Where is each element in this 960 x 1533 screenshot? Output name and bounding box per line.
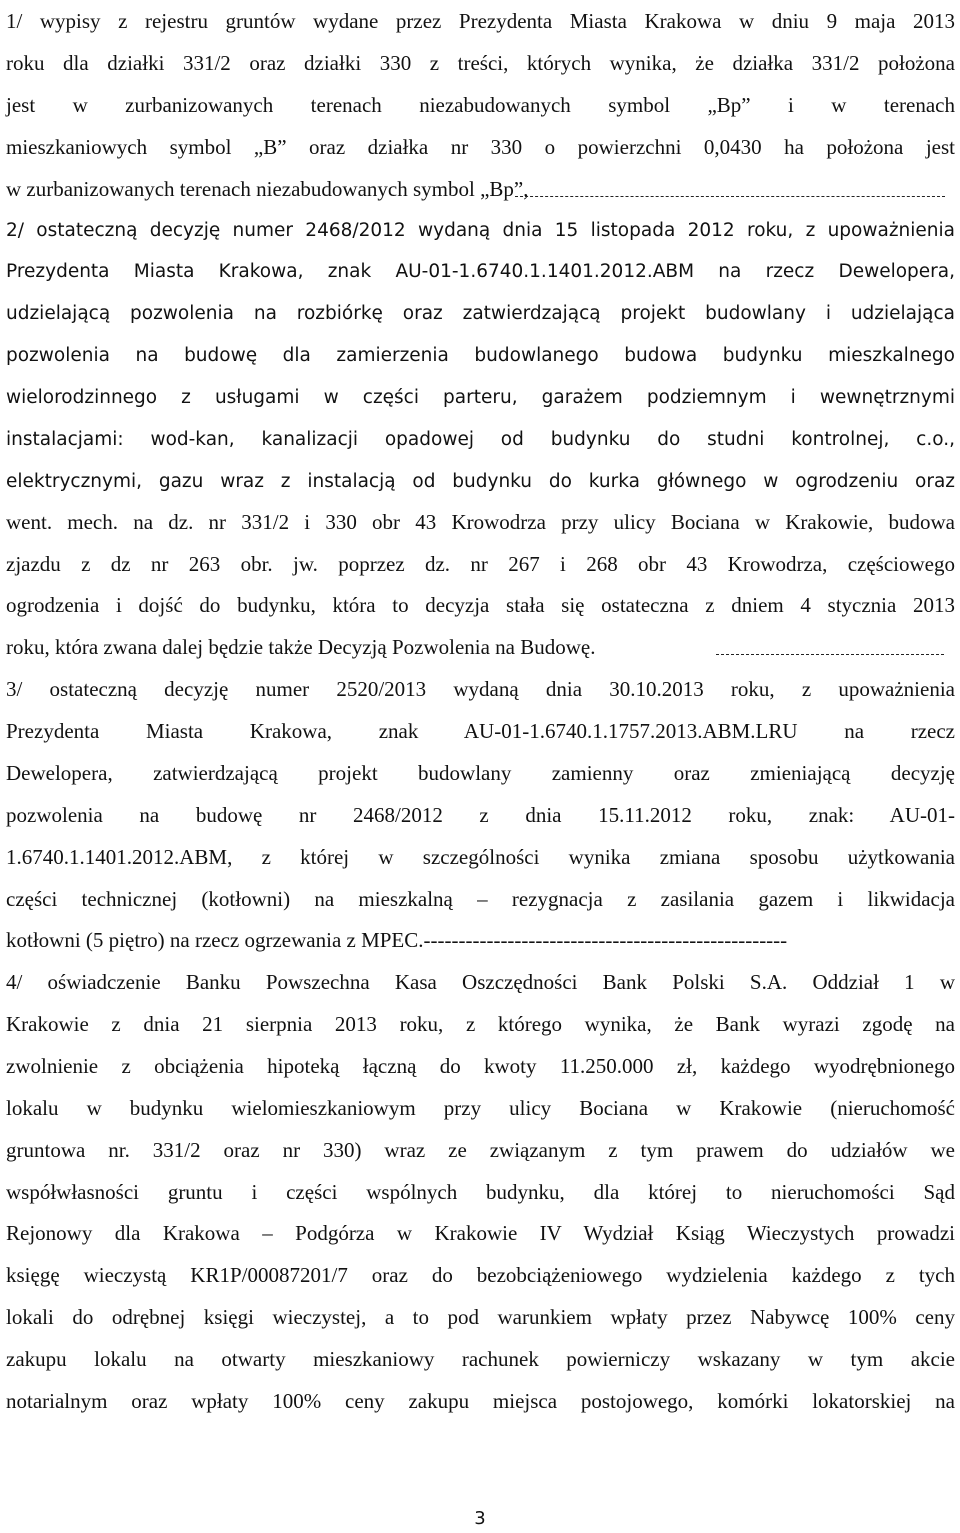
text-line: części technicznej (kotłowni) na mieszkalną – rezygnacja z zasilania gazem i likwidacja <box>6 887 955 911</box>
text-line: Rejonowy dla Krakowa – Podgórza w Krakowie IV Wydział Ksiąg Wieczystych prowadzi <box>6 1221 955 1245</box>
text-line: w zurbanizowanych terenach niezabudowanych symbol „Bp”, <box>6 177 529 201</box>
text-line: pozwolenia na budowę dla zamierzenia budowlanego budowa budynku mieszkalnego <box>6 345 955 366</box>
text-line: Krakowie z dnia 21 sierpnia 2013 roku, z którego wynika, że Bank wyrazi zgodę na <box>6 1012 955 1036</box>
text-line: 2/ ostateczną decyzję numer 2468/2012 wydaną dnia 15 listopada 2012 roku, z upoważnienia <box>6 220 955 241</box>
text-line: zwolnienie z obciążenia hipoteką łączną do kwoty 11.250.000 zł, każdego wyodrębnionego <box>6 1054 955 1078</box>
dash-filler <box>515 180 945 198</box>
text-line: jest w zurbanizowanych terenach niezabudowanych symbol „Bp” i w terenach <box>6 93 955 117</box>
text-line: 4/ oświadczenie Banku Powszechna Kasa Oszczędności Bank Polski S.A. Oddział 1 w <box>6 970 955 994</box>
text-line: went. mech. na dz. nr 331/2 i 330 obr 43 Krowodrza przy ulicy Bociana w Krakowie, budowa <box>6 510 955 534</box>
text-line: instalacjami: wod-kan, kanalizacji opadowej od budynku do studni kontrolnej, c.o., <box>6 429 955 450</box>
text-line: roku, która zwana dalej będzie także Decyzją Pozwolenia na Budowę. <box>6 635 596 659</box>
text-line: Dewelopera, zatwierdzającą projekt budowlany zamienny oraz zmieniającą decyzję <box>6 761 955 785</box>
text-line: kotłowni (5 piętro) na rzecz ogrzewania z MPEC.---------------------------------------------------- <box>6 928 788 952</box>
text-line: 3/ ostateczną decyzję numer 2520/2013 wydaną dnia 30.10.2013 roku, z upoważnienia <box>6 677 955 701</box>
text-line: lokali do odrębnej księgi wieczystej, a to pod warunkiem wpłaty przez Nabywcę 100% ceny <box>6 1305 955 1329</box>
text-line: 1.6740.1.1401.2012.ABM, z której w szczególności wynika zmiana sposobu użytkowania <box>6 845 955 869</box>
text-line: lokalu w budynku wielomieszkaniowym przy ulicy Bociana w Krakowie (nieruchomość <box>6 1096 955 1120</box>
text-line: księgę wieczystą KR1P/00087201/7 oraz do bezobciążeniowego wydzielenia każdego z tych <box>6 1263 955 1287</box>
text-line: roku dla działki 331/2 oraz działki 330 z treści, których wynika, że działka 331/2 położona <box>6 51 955 75</box>
text-line: Prezydenta Miasta Krakowa, znak AU-01-1.6740.1.1757.2013.ABM.LRU na rzecz <box>6 719 955 743</box>
text-line: zjazdu z dz nr 263 obr. jw. poprzez dz. nr 267 i 268 obr 43 Krowodrza, częściowego <box>6 552 955 576</box>
text-line: elektrycznymi, gazu wraz z instalacją od budynku do kurka głównego w ogrodzeniu oraz <box>6 471 955 492</box>
text-line: mieszkaniowych symbol „B” oraz działka nr 330 o powierzchni 0,0430 ha położona jest <box>6 135 955 159</box>
text-line: pozwolenia na budowę nr 2468/2012 z dnia 15.11.2012 roku, znak: AU-01- <box>6 803 955 827</box>
text-line: współwłasności gruntu i części wspólnych budynku, dla której to nieruchomości Sąd <box>6 1180 955 1204</box>
dash-filler <box>716 638 944 656</box>
text-line: wielorodzinnego z usługami w części parteru, garażem podziemnym i wewnętrznymi <box>6 387 955 408</box>
text-line: udzielającą pozwolenia na rozbiórkę oraz zatwierdzającą projekt budowlany i udzielająca <box>6 303 955 324</box>
text-line: 1/ wypisy z rejestru gruntów wydane przez Prezydenta Miasta Krakowa w dniu 9 maja 2013 <box>6 9 955 33</box>
text-line: zakupu lokalu na otwarty mieszkaniowy rachunek powierniczy wskazany w tym akcie <box>6 1347 955 1371</box>
text-line: gruntowa nr. 331/2 oraz nr 330) wraz ze związanym z tym prawem do udziałów we <box>6 1138 955 1162</box>
text-line: ogrodzenia i dojść do budynku, która to decyzja stała się ostateczna z dniem 4 stycznia 2013 <box>6 593 955 617</box>
page-number: 3 <box>474 1508 486 1529</box>
text-line: Prezydenta Miasta Krakowa, znak AU-01-1.6740.1.1401.2012.ABM na rzecz Dewelopera, <box>6 261 955 282</box>
text-line: notarialnym oraz wpłaty 100% ceny zakupu miejsca postojowego, komórki lokatorskiej na <box>6 1389 955 1413</box>
